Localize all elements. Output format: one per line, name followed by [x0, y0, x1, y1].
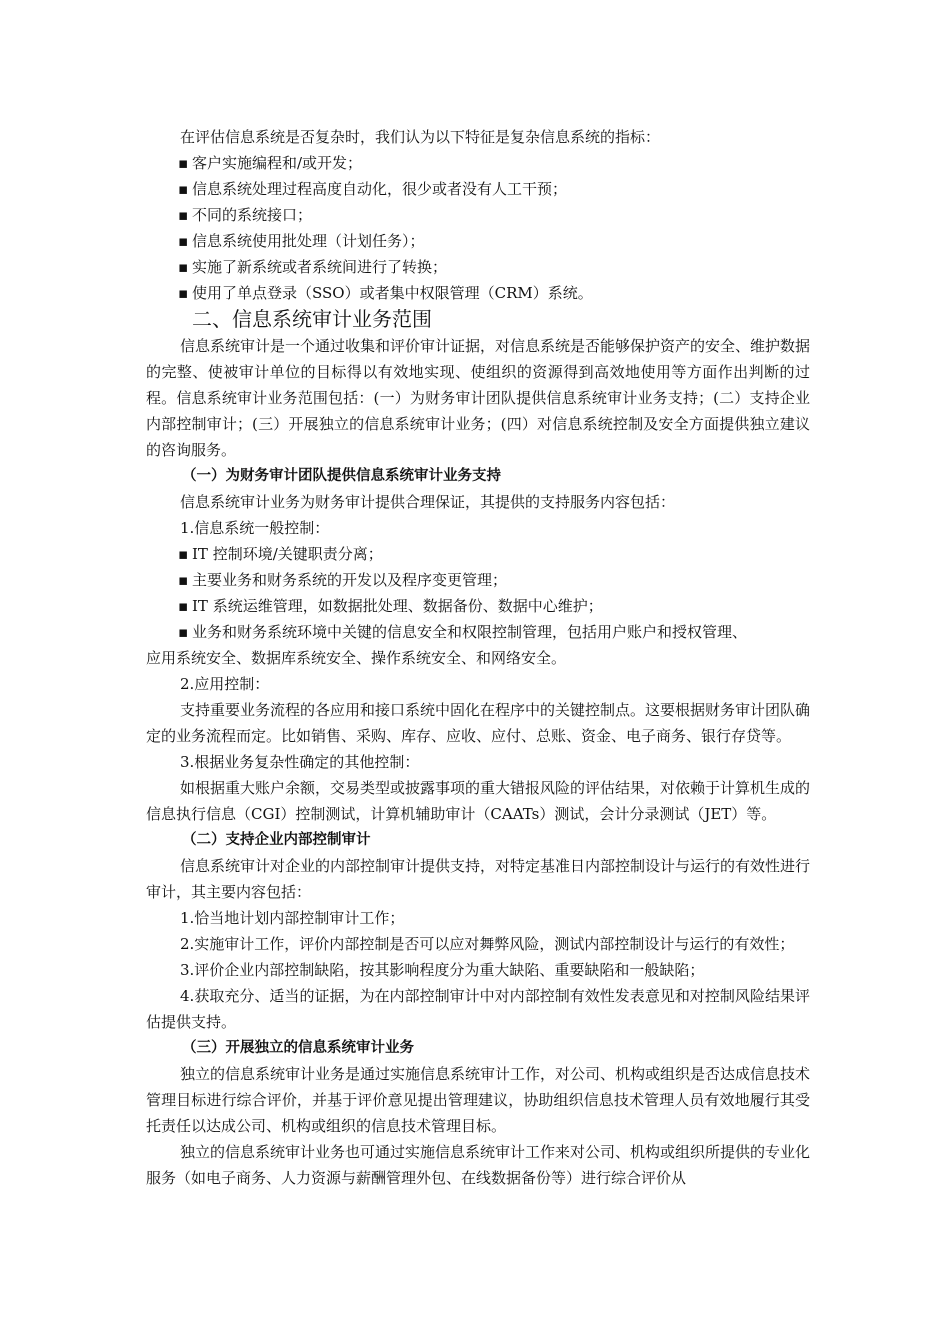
list-item: ▪ 主要业务和财务系统的开发以及程序变更管理；	[146, 567, 810, 593]
item-paragraph: 如根据重大账户余额，交易类型或披露事项的重大错报风险的评估结果，对依赖于计算机生成的信息执行信息（CGI）控制测试，计算机辅助审计（CAATs）测试，会计分录测试（JET）等。	[146, 779, 811, 823]
general-control-list	[146, 541, 810, 671]
subsection-paragraph: 独立的信息系统审计业务也可通过实施信息系统审计工作来对公司、机构或组织所提供的专业化服务（如电子商务、人力资源与薪酬管理外包、在线数据备份等）进行综合评价从	[146, 1143, 811, 1187]
list-item: ▪ 使用了单点登录（SSO）或者集中权限管理（CRM）系统。	[146, 280, 810, 306]
numbered-item: 1.信息系统一般控制：	[180, 519, 330, 537]
numbered-item: 2.实施审计工作，评价内部控制是否可以应对舞弊风险，测试内部控制设计与运行的有效性；	[180, 935, 795, 953]
subsection-heading: （一）为财务审计团队提供信息系统审计业务支持	[182, 468, 501, 484]
list-item: ▪ 实施了新系统或者系统间进行了转换；	[146, 254, 810, 280]
list-item: ▪ IT 控制环境/关键职责分离；	[146, 541, 810, 567]
list-item: ▪ 客户实施编程和/或开发；	[146, 150, 810, 176]
section-heading: 二、信息系统审计业务范围	[192, 307, 432, 331]
subsection-intro: 信息系统审计对企业的内部控制审计提供支持，对特定基准日内部控制设计与运行的有效性进行审计，其主要内容包括：	[146, 857, 811, 901]
subsection-paragraph: 独立的信息系统审计业务是通过实施信息系统审计工作，对公司、机构或组织是否达成信息技术管理目标进行综合评价，并基于评价意见提出管理建议，协助组织信息技术管理人员有效地履行其受托责任以达成公司、机构或组织的信息技术管理目标。	[146, 1065, 811, 1135]
list-item: ▪ 信息系统使用批处理（计划任务）；	[146, 228, 810, 254]
numbered-item: 4.获取充分、适当的证据，为在内部控制审计中对内部控制有效性发表意见和对控制风险结果评估提供支持。	[146, 987, 810, 1031]
list-item: ▪ IT 系统运维管理，如数据批处理、数据备份、数据中心维护；	[146, 593, 810, 619]
numbered-item: 3.根据业务复杂性确定的其他控制：	[180, 753, 420, 771]
list-item: ▪ 不同的系统接口；	[146, 202, 810, 228]
intro-paragraph: 在评估信息系统是否复杂时，我们认为以下特征是复杂信息系统的指标：	[180, 128, 661, 146]
section-paragraph: 信息系统审计是一个通过收集和评价审计证据，对信息系统是否能够保护资产的安全、维护数据的完整、使被审计单位的目标得以有效地实现、使组织的资源得到高效地使用等方面作出判断的过程。信息系统审计业务范围包括：(一）为财务审计团队提供信息系统审计业务支持；(二）支持企业内部控制审计；(三）开展独立的信息系统审计业务；(四）对信息系统控制及安全方面提供独立建议的咨询服务。	[146, 337, 811, 459]
item-paragraph: 支持重要业务流程的各应用和接口系统中固化在程序中的关键控制点。这要根据财务审计团队确定的业务流程而定。比如销售、采购、库存、应收、应付、总账、资金、电子商务、银行存贷等。	[146, 701, 811, 745]
numbered-item: 2.应用控制：	[180, 675, 270, 693]
numbered-item: 3.评价企业内部控制缺陷，按其影响程度分为重大缺陷、重要缺陷和一般缺陷；	[180, 961, 705, 979]
numbered-item: 1.恰当地计划内部控制审计工作；	[180, 909, 405, 927]
list-item: ▪ 业务和财务系统环境中关键的信息安全和权限控制管理，包括用户账户和授权管理、 应用系统安全、数据库系统安全、操作系统安全、和网络安全。	[146, 619, 810, 671]
list-item: ▪ 信息系统处理过程高度自动化，很少或者没有人工干预；	[146, 176, 810, 202]
subsection-heading: （二）支持企业内部控制审计	[182, 832, 371, 848]
document-page	[146, 124, 810, 1191]
subsection-heading: （三）开展独立的信息系统审计业务	[182, 1040, 414, 1056]
subsection-intro: 信息系统审计业务为财务审计提供合理保证，其提供的支持服务内容包括：	[180, 493, 676, 511]
complex-criteria-list	[146, 150, 810, 306]
